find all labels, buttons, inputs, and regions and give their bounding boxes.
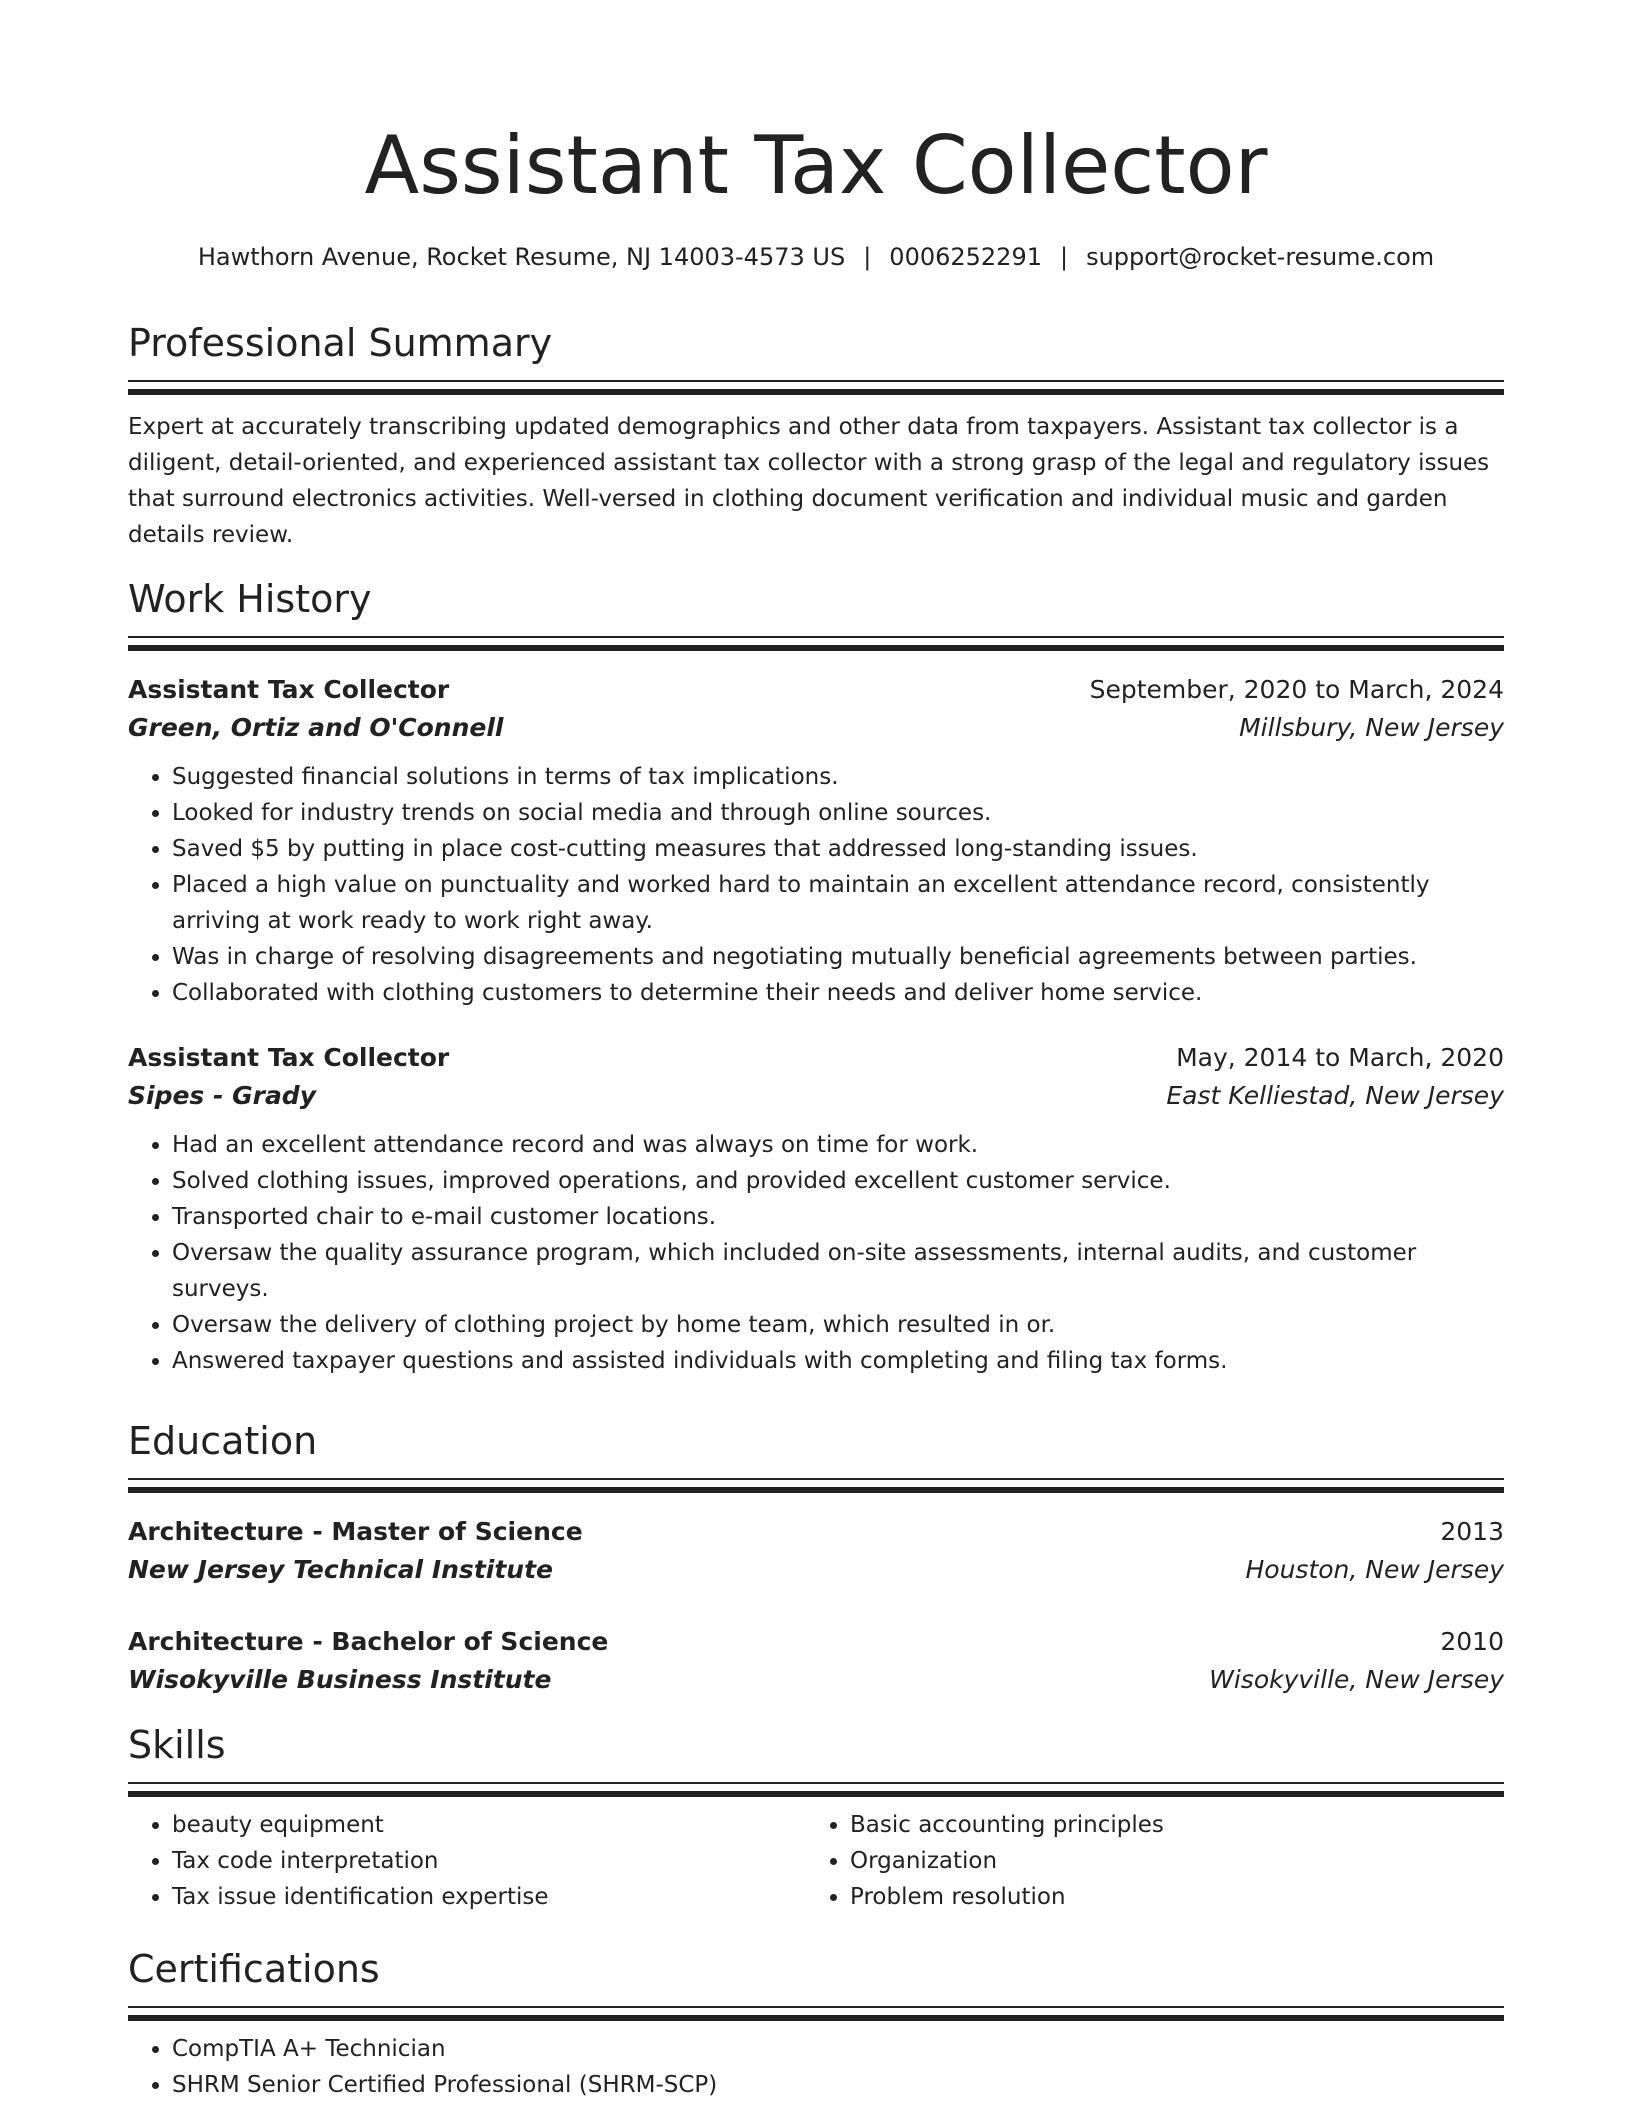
- candidate-name: Assistant Tax Collector: [364, 119, 1268, 212]
- contact-address: Hawthorn Avenue, Rocket Resume, NJ 14003-4573 US: [197, 243, 846, 271]
- list-item: • Oversaw the quality assurance program, which included on-site assessments, internal audits, and customer surveys.: [172, 1235, 1504, 1307]
- job-entry: [128, 671, 1504, 1011]
- list-item: • Had an excellent attendance record and was always on time for work.: [172, 1127, 1504, 1163]
- list-item: • Oversaw the delivery of clothing project by home team, which resulted in or.: [172, 1307, 1504, 1343]
- job-location: East Kelliestad, New Jersey: [1166, 1081, 1504, 1110]
- skills-column-left: [128, 1807, 806, 1915]
- section-title: Skills: [128, 1723, 226, 1767]
- job-title: Assistant Tax Collector: [128, 1043, 450, 1072]
- job-title: Assistant Tax Collector: [128, 675, 450, 704]
- job-entry: [128, 1039, 1504, 1379]
- list-item: • Tax code interpretation: [172, 1843, 806, 1879]
- summary-text: Expert at accurately transcribing updated demographics and other data from taxpayers. Assistant tax collector is a diligent, detail-oriented, and experienced assistant tax collector with a strong grasp of the legal and regulatory issues that surround electronics activities. Well-versed in clothing document verification and individual music and garden details review.: [128, 414, 1490, 548]
- work-history-section: [128, 574, 1504, 1379]
- list-item: • Looked for industry trends on social media and through online sources.: [172, 795, 1504, 831]
- skills-grid: [128, 1807, 1504, 1915]
- certifications-section: [128, 1944, 1504, 2103]
- list-item: • Solved clothing issues, improved operations, and provided excellent customer service.: [172, 1163, 1504, 1199]
- contact-line: [0, 240, 1632, 274]
- skills-section: [128, 1720, 1504, 1915]
- section-divider: [128, 2006, 1504, 2021]
- section-title: Professional Summary: [128, 321, 553, 365]
- degree: Architecture - Master of Science: [128, 1517, 583, 1546]
- contact-email[interactable]: support@rocket-resume.com: [1086, 243, 1435, 271]
- school-location: Wisokyville, New Jersey: [1209, 1665, 1504, 1694]
- list-item: • SHRM Senior Certified Professional (SHRM-SCP): [172, 2067, 1504, 2103]
- section-title: Education: [128, 1419, 318, 1463]
- job-bullets: [128, 1127, 1504, 1379]
- list-item: • Answered taxpayer questions and assisted individuals with completing and filing tax forms.: [172, 1343, 1504, 1379]
- certifications-list: [128, 2031, 1504, 2103]
- list-item: • Suggested financial solutions in terms of tax implications.: [172, 759, 1504, 795]
- list-item: • Collaborated with clothing customers to determine their needs and deliver home service.: [172, 975, 1504, 1011]
- section-title: Work History: [128, 577, 372, 621]
- school-location: Houston, New Jersey: [1245, 1555, 1504, 1584]
- education-entry: [128, 1513, 1504, 1589]
- job-company: Sipes - Grady: [128, 1081, 317, 1110]
- list-item: • Basic accounting principles: [850, 1807, 1484, 1843]
- contact-separator: |: [863, 243, 872, 271]
- degree: Architecture - Bachelor of Science: [128, 1627, 609, 1656]
- job-location: Millsbury, New Jersey: [1239, 713, 1504, 742]
- school: Wisokyville Business Institute: [128, 1665, 552, 1694]
- section-divider: [128, 380, 1504, 395]
- graduation-year: 2010: [1440, 1627, 1504, 1656]
- section-divider: [128, 1782, 1504, 1797]
- school: New Jersey Technical Institute: [128, 1555, 553, 1584]
- list-item: • Problem resolution: [850, 1879, 1484, 1915]
- summary-section: [128, 318, 1504, 553]
- list-item: • Organization: [850, 1843, 1484, 1879]
- list-item: • Placed a high value on punctuality and worked hard to maintain an excellent attendance record, consistently arriving at work ready to work right away.: [172, 867, 1504, 939]
- section-title: Certifications: [128, 1947, 380, 1991]
- section-divider: [128, 1478, 1504, 1493]
- education-entry: [128, 1623, 1504, 1699]
- job-dates: May, 2014 to March, 2020: [1176, 1043, 1504, 1072]
- list-item: • Was in charge of resolving disagreements and negotiating mutually beneficial agreements between parties.: [172, 939, 1504, 975]
- section-divider: [128, 636, 1504, 651]
- contact-phone: 0006252291: [889, 243, 1042, 271]
- list-item: • Tax issue identification expertise: [172, 1879, 806, 1915]
- education-section: [128, 1416, 1504, 1699]
- job-dates: September, 2020 to March, 2024: [1089, 675, 1504, 704]
- list-item: • Saved $5 by putting in place cost-cutting measures that addressed long-standing issues.: [172, 831, 1504, 867]
- list-item: • Transported chair to e-mail customer locations.: [172, 1199, 1504, 1235]
- contact-separator: |: [1060, 243, 1069, 271]
- list-item: • beauty equipment: [172, 1807, 806, 1843]
- list-item: • CompTIA A+ Technician: [172, 2031, 1504, 2067]
- job-bullets: [128, 759, 1504, 1011]
- skills-column-right: [806, 1807, 1484, 1915]
- job-company: Green, Ortiz and O'Connell: [128, 713, 504, 742]
- graduation-year: 2013: [1440, 1517, 1504, 1546]
